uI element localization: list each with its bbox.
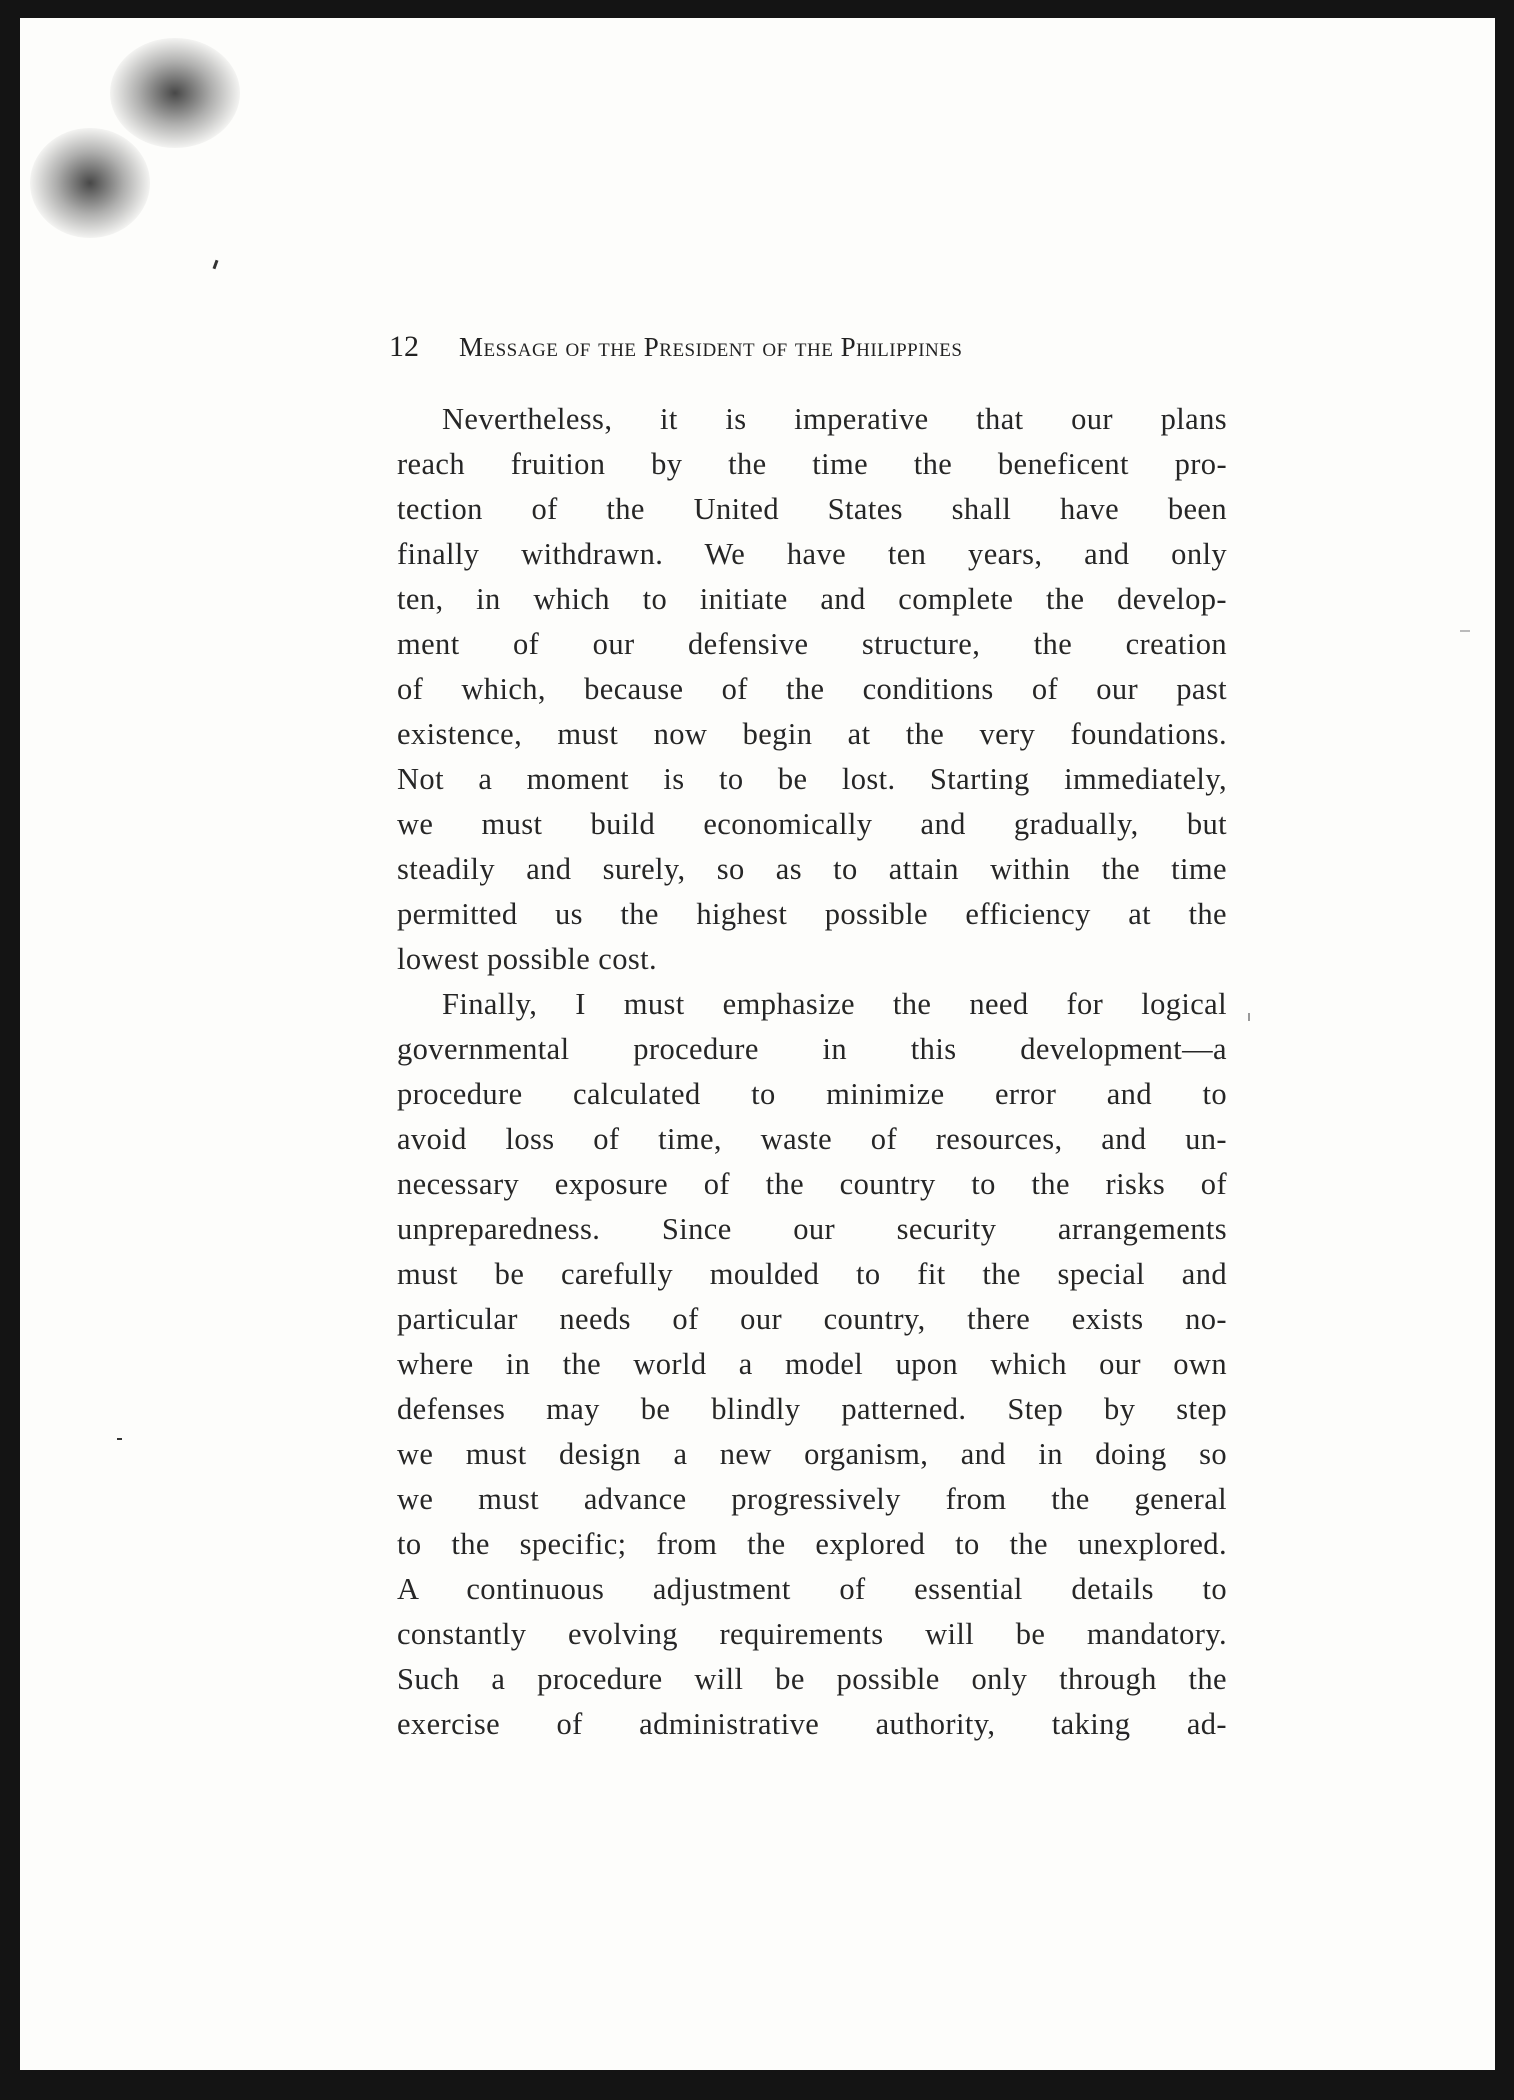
text-line: tection of the United States shall have been — [397, 492, 1227, 526]
text-line: of which, because of the conditions of our past — [397, 672, 1227, 706]
page-header — [389, 330, 1229, 374]
text-line: constantly evolving requirements will be mandatory. — [397, 1617, 1227, 1651]
text-line: we must advance progressively from the general — [397, 1482, 1227, 1516]
ink-speck — [1460, 630, 1470, 632]
text-line: lowest possible cost. — [397, 942, 658, 976]
text-line: Not a moment is to be lost. Starting immediately, — [397, 762, 1227, 796]
text-line: necessary exposure of the country to the risks of — [397, 1167, 1227, 1201]
text-line: permitted us the highest possible efficiency at the — [397, 897, 1227, 931]
text-line: governmental procedure in this development—a — [397, 1032, 1227, 1066]
body-text — [397, 397, 1227, 1747]
text-line: procedure calculated to minimize error and to — [397, 1077, 1227, 1111]
text-line: to the specific; from the explored to the unexplored. — [397, 1527, 1227, 1561]
text-line: reach fruition by the time the beneficent pro- — [397, 447, 1227, 481]
running-title: Message of the President of the Philippines — [459, 332, 963, 362]
ink-speck — [117, 1438, 122, 1440]
text-line: finally withdrawn. We have ten years, and only — [397, 537, 1227, 571]
ink-speck — [213, 260, 219, 269]
text-line: we must build economically and gradually, but — [397, 807, 1227, 841]
text-line: steadily and surely, so as to attain within the time — [397, 852, 1227, 886]
text-line: exercise of administrative authority, taking ad- — [397, 1707, 1227, 1741]
text-line: unpreparedness. Since our security arrangements — [397, 1212, 1227, 1246]
ink-smudge — [30, 128, 150, 238]
ink-speck — [1248, 1013, 1250, 1021]
text-line: defenses may be blindly patterned. Step by step — [397, 1392, 1227, 1426]
ink-smudge — [110, 38, 240, 148]
text-line: ten, in which to initiate and complete the develop- — [397, 582, 1227, 616]
text-line: ment of our defensive structure, the creation — [397, 627, 1227, 661]
text-line: avoid loss of time, waste of resources, and un- — [397, 1122, 1227, 1156]
text-line: particular needs of our country, there exists no- — [397, 1302, 1227, 1336]
text-line: Nevertheless, it is imperative that our plans — [442, 402, 1227, 436]
text-line: existence, must now begin at the very foundations. — [397, 717, 1227, 751]
text-line: we must design a new organism, and in doing so — [397, 1437, 1227, 1471]
text-line: A continuous adjustment of essential details to — [397, 1572, 1227, 1606]
page-number: 12 — [389, 330, 419, 363]
text-line: Such a procedure will be possible only through the — [397, 1662, 1227, 1696]
text-line: Finally, I must emphasize the need for logical — [442, 987, 1227, 1021]
text-line: where in the world a model upon which our own — [397, 1347, 1227, 1381]
text-line: must be carefully moulded to fit the special and — [397, 1257, 1227, 1291]
